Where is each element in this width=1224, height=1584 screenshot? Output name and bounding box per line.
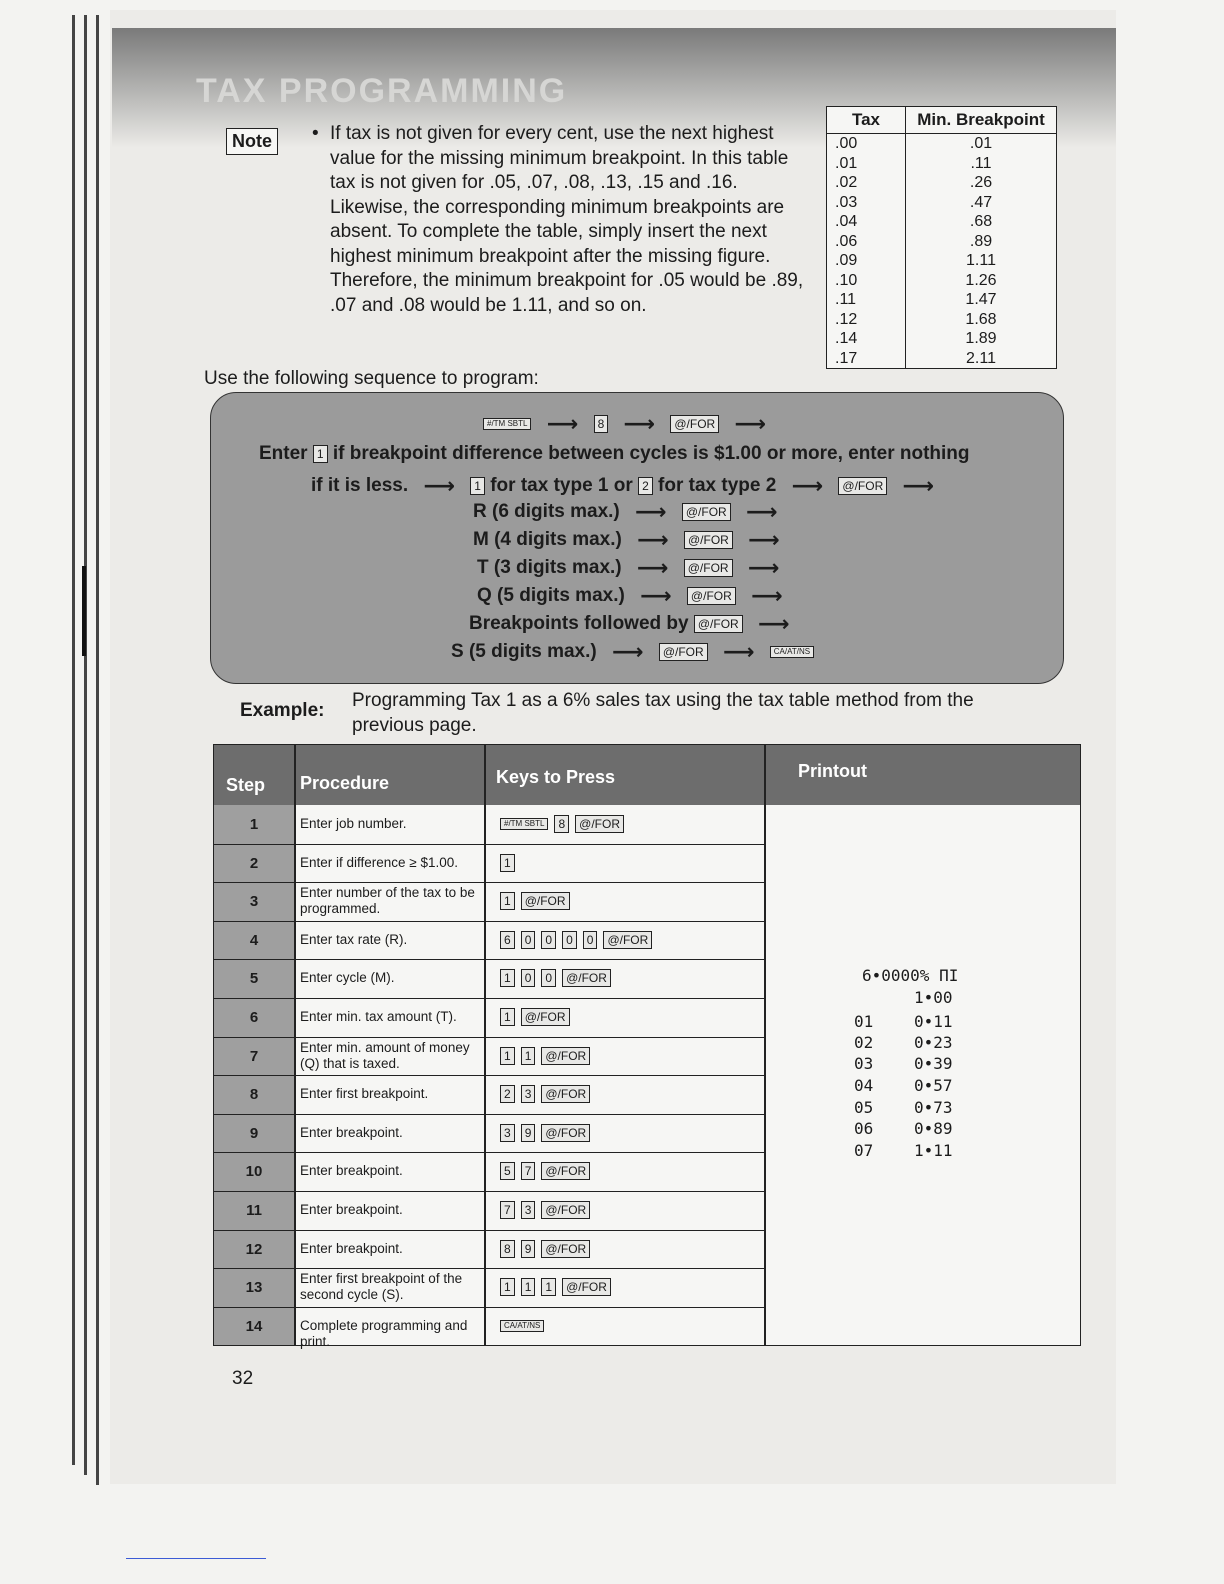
step-keys [500, 815, 630, 833]
note-text-block [312, 122, 812, 318]
tax-cell: .04 [827, 212, 906, 232]
tax-table-row [827, 271, 1057, 291]
key-cap: 2 [500, 1085, 515, 1103]
if-less-text: if it is less. [311, 475, 409, 497]
step-keys [500, 1085, 596, 1103]
sequence-line-s [451, 639, 814, 665]
tax-table-row [827, 193, 1057, 213]
tax-cell: .12 [827, 310, 906, 330]
step-procedure: Complete programming and print. [300, 1317, 468, 1349]
table-row [214, 1037, 764, 1077]
keys-header: Keys to Press [496, 767, 616, 787]
note-bullet: • [312, 123, 319, 144]
printout-step-label: 03 [854, 1054, 874, 1073]
sequence-line-2 [259, 443, 970, 465]
key-cap: 0 [521, 969, 536, 987]
tax-column-header: Tax [827, 107, 906, 134]
min-amount-q-text: Q (5 digits max.) [477, 585, 625, 607]
step-keys [500, 1201, 596, 1219]
tax-cell: .17 [827, 349, 906, 369]
printout-step-label: 07 [854, 1141, 874, 1160]
printout-value: 0•23 [914, 1033, 953, 1052]
key-at-for: @/FOR [687, 587, 736, 605]
key-cap: 3 [521, 1201, 536, 1219]
key-cap: @/FOR [521, 1008, 570, 1026]
tax-cell: .02 [827, 173, 906, 193]
step-procedure: Enter breakpoint. [300, 1124, 403, 1140]
key-cap: 1 [521, 1278, 536, 1296]
procedure-sequence-box [210, 392, 1064, 684]
use-sequence-text: Use the following sequence to program: [204, 368, 539, 389]
printout-step-label: 04 [854, 1076, 874, 1095]
printout-value: 0•73 [914, 1098, 953, 1117]
key-cap: 1 [500, 854, 515, 872]
key-cap: 1 [500, 1047, 515, 1065]
step-procedure: Enter job number. [300, 816, 407, 831]
step-number: 2 [249, 854, 259, 872]
tax-table-row [827, 154, 1057, 174]
step-keys [500, 1317, 550, 1335]
breakpoint-difference-text: if breakpoint difference between cycles is $1.00 or more, enter nothing [332, 443, 970, 464]
rate-r-text: R (6 digits max.) [473, 501, 620, 523]
key-cap: 7 [500, 1201, 515, 1219]
key-cap: @/FOR [541, 1201, 590, 1219]
cycle-m-text: M (4 digits max.) [473, 529, 622, 551]
enter-text: Enter [259, 443, 308, 464]
step-procedure: Enter tax rate (R). [300, 931, 408, 947]
step-procedure: Enter breakpoint. [300, 1240, 403, 1256]
key-cap: 8 [500, 1240, 515, 1258]
step-procedure: Enter if difference ≥ $1.00. [300, 854, 459, 870]
key-cap: 1 [500, 969, 515, 987]
procedure-header: Procedure [300, 773, 390, 793]
step-procedure: Enter cycle (M). [300, 970, 395, 986]
key-cap: 9 [521, 1124, 536, 1142]
step-number: 6 [249, 1009, 259, 1026]
arrow-icon: ⟶ [623, 411, 656, 436]
tax-table-row [827, 212, 1057, 232]
key-cap: 6 [500, 931, 515, 949]
tax-cell: .11 [827, 290, 906, 310]
step-keys [500, 1162, 596, 1180]
step-number: 1 [249, 816, 259, 833]
tax-cell: .09 [827, 251, 906, 271]
step-number: 7 [249, 1047, 259, 1065]
printout-step-label: 02 [854, 1033, 874, 1052]
step-number: 3 [249, 893, 259, 911]
arrow-icon: ⟶ [423, 473, 455, 498]
table-row [214, 844, 764, 884]
printout-step-label: 06 [854, 1119, 874, 1138]
table-row [214, 1230, 764, 1270]
key-cap: 1 [500, 1008, 515, 1026]
tax-cell: .06 [827, 232, 906, 252]
key-at-for: @/FOR [670, 415, 719, 433]
printout-value: 6•0000% ΠI [862, 966, 959, 985]
arrow-icon: ⟶ [546, 411, 579, 436]
step-number: 12 [245, 1240, 263, 1258]
step-keys [500, 969, 617, 987]
table-row [214, 998, 764, 1038]
sequence-line-1 [483, 411, 776, 437]
step-keys [500, 931, 658, 949]
table-row [214, 1152, 764, 1192]
step-keys [500, 1008, 576, 1026]
breakpoint-cell: 1.26 [906, 271, 1057, 291]
printout-value: 1•11 [914, 1141, 953, 1160]
key-cap: 1 [500, 1278, 515, 1296]
page-edge [84, 15, 87, 1475]
page-number: 32 [232, 1368, 254, 1389]
key-cap: 7 [521, 1162, 536, 1180]
key-cap: 9 [521, 1240, 536, 1258]
tax-cell: .00 [827, 134, 906, 154]
arrow-icon: ⟶ [791, 473, 824, 498]
key-cap: 1 [521, 1047, 536, 1065]
step-header: Step [226, 775, 266, 795]
breakpoint-cell: .47 [906, 193, 1057, 213]
table-row [214, 1268, 764, 1308]
breakpoint-column-header: Min. Breakpoint [906, 107, 1057, 134]
printout-value: 0•57 [914, 1076, 953, 1095]
note-paragraph: If tax is not given for every cent, use the next highest value for the missing minimum breakpoint. In this table tax is not given for .05, .07, .08, .13, .15 and .16. Likewise, the corresponding minimum breakpoints are absent. To complete the table, simply insert the next highest minimum breakpoint after the missing figure. Therefore, the minimum breakpoint for .05 would be .89, .07 and .08 would be 1.11, and so on. [330, 123, 804, 316]
key-cap: 0 [521, 931, 536, 949]
key-cap: 3 [500, 1124, 515, 1142]
key-cash: CA/AT/NS [770, 646, 814, 658]
tax-table-row [827, 232, 1057, 252]
step-number: 13 [245, 1279, 263, 1297]
sequence-line-r [473, 499, 788, 525]
tax-breakpoint-table [826, 106, 1057, 369]
printout-value: 1•00 [914, 988, 953, 1007]
key-at-for: @/FOR [694, 615, 743, 633]
key-cap: @/FOR [575, 815, 624, 833]
key-cap: 0 [541, 969, 556, 987]
key-cap: @/FOR [603, 931, 652, 949]
arrow-icon: ⟶ [611, 639, 644, 664]
key-cap: 1 [500, 892, 515, 910]
sequence-line-q [477, 583, 793, 609]
breakpoint-cell: 1.11 [906, 251, 1057, 271]
key-cap: @/FOR [541, 1047, 590, 1065]
breakpoints-text: Breakpoints followed by [469, 613, 689, 635]
breakpoint-cell: .11 [906, 154, 1057, 174]
printout-value: 0•11 [914, 1012, 953, 1031]
key-8: 8 [594, 415, 609, 433]
arrow-icon: ⟶ [734, 411, 767, 436]
tax-table-row [827, 310, 1057, 330]
key-cap: 5 [500, 1162, 515, 1180]
tax-table-row [827, 290, 1057, 310]
tax-table-row [827, 251, 1057, 271]
sequence-line-t [477, 555, 789, 581]
key-cap: @/FOR [541, 1162, 590, 1180]
key-at-for: @/FOR [838, 477, 887, 495]
binding-mark [82, 566, 86, 656]
breakpoint-cell: .68 [906, 212, 1057, 232]
breakpoint-cell: 1.89 [906, 329, 1057, 349]
step-number: 4 [249, 931, 259, 949]
step-procedure: Enter first breakpoint of the second cycle (S). [300, 1271, 463, 1303]
sequence-line-breakpoints [469, 611, 800, 637]
key-cap: @/FOR [541, 1240, 590, 1258]
table-row [214, 1075, 764, 1115]
arrow-icon: ⟶ [746, 499, 778, 524]
arrow-icon: ⟶ [748, 527, 780, 552]
tax-table-row [827, 173, 1057, 193]
arrow-icon: ⟶ [722, 639, 755, 664]
page-edge [96, 15, 99, 1485]
table-row [214, 1191, 764, 1231]
step-procedure: Enter breakpoint. [300, 1202, 403, 1217]
key-cap: CA/AT/NS [500, 1320, 544, 1332]
table-row [214, 959, 764, 999]
step-keys [500, 1047, 596, 1065]
step-keys [500, 1240, 596, 1258]
key-cap: @/FOR [541, 1085, 590, 1103]
breakpoint-cell: 1.68 [906, 310, 1057, 330]
breakpoint-cell: .26 [906, 173, 1057, 193]
key-cap: 0 [562, 931, 577, 949]
step-keys [500, 1278, 617, 1296]
column-divider [764, 745, 766, 1345]
table-row [214, 921, 764, 961]
step-number: 5 [249, 970, 259, 988]
tax-cell: .14 [827, 329, 906, 349]
second-cycle-s-text: S (5 digits max.) [451, 641, 597, 663]
step-procedure: Enter min. amount of money (Q) that is taxed. [300, 1039, 470, 1071]
breakpoint-cell: .89 [906, 232, 1057, 252]
arrow-icon: ⟶ [758, 611, 790, 636]
step-number: 9 [249, 1124, 259, 1142]
breakpoint-cell: 1.47 [906, 290, 1057, 310]
key-at-for: @/FOR [684, 531, 733, 549]
arrow-icon: ⟶ [635, 499, 667, 524]
breakpoint-cell: .01 [906, 134, 1057, 154]
sequence-line-m [473, 527, 790, 553]
tax-table-body [827, 134, 1057, 369]
step-keys [500, 1124, 596, 1142]
arrow-icon: ⟶ [751, 583, 783, 608]
table-row [214, 882, 764, 922]
min-tax-t-text: T (3 digits max.) [477, 557, 622, 579]
tax-cell: .03 [827, 193, 906, 213]
key-cap: @/FOR [562, 969, 611, 987]
key-at-for: @/FOR [684, 559, 733, 577]
key-2: 2 [638, 477, 653, 495]
tax-cell: .01 [827, 154, 906, 174]
step-number: 11 [246, 1202, 262, 1219]
step-procedure: Enter first breakpoint. [300, 1086, 429, 1102]
tax-type-1-text: for tax type 1 or [490, 475, 633, 497]
step-procedure: Enter breakpoint. [300, 1163, 403, 1179]
key-cap: 0 [583, 931, 598, 949]
arrow-icon: ⟶ [637, 527, 669, 552]
step-number: 14 [245, 1317, 263, 1335]
step-table-header [214, 745, 1080, 805]
table-row [214, 805, 764, 845]
tax-type-2-text: for tax type 2 [658, 475, 777, 497]
footer-link-underline [126, 1558, 266, 1559]
example-label: Example: [240, 700, 325, 721]
arrow-icon: ⟶ [640, 583, 672, 608]
key-cap: @/FOR [562, 1278, 611, 1296]
arrow-icon: ⟶ [747, 555, 780, 580]
step-procedure: Enter number of the tax to be programmed. [300, 885, 475, 917]
table-row [214, 1114, 764, 1154]
key-at-for: @/FOR [682, 503, 731, 521]
key-cap: 1 [541, 1278, 556, 1296]
arrow-icon: ⟶ [636, 555, 669, 580]
key-cap: #/TM SBTL [500, 818, 548, 830]
table-row [214, 1307, 764, 1347]
key-1: 1 [470, 477, 485, 495]
arrow-icon: ⟶ [902, 473, 935, 498]
step-keys [500, 854, 521, 872]
printout-header: Printout [798, 761, 867, 781]
key-at-for: @/FOR [659, 643, 708, 661]
page-edge [72, 15, 75, 1465]
printout-step-label: 05 [854, 1098, 874, 1117]
key-subtotal: #/TM SBTL [483, 418, 531, 430]
key-cap: 8 [554, 815, 569, 833]
breakpoint-cell: 2.11 [906, 349, 1057, 369]
key-cap: 3 [521, 1085, 536, 1103]
key-1: 1 [313, 445, 328, 463]
tax-cell: .10 [827, 271, 906, 291]
tax-table-row [827, 349, 1057, 369]
printout-value: 0•39 [914, 1054, 953, 1073]
step-keys [500, 892, 576, 910]
key-cap: @/FOR [521, 892, 570, 910]
printout-step-label: 01 [854, 1012, 874, 1031]
note-label: Note [226, 128, 278, 155]
sequence-line-3 [311, 473, 944, 499]
step-procedure: Enter min. tax amount (T). [300, 1009, 457, 1024]
key-cap: 0 [541, 931, 556, 949]
tax-table-row [827, 329, 1057, 349]
page-header-title: TAX PROGRAMMING [196, 72, 568, 110]
tax-table-row [827, 134, 1057, 154]
step-number: 8 [249, 1086, 259, 1104]
example-text: Programming Tax 1 as a 6% sales tax using the tax table method from the previous page. [352, 690, 974, 736]
printout-value: 0•89 [914, 1119, 953, 1138]
step-number: 10 [245, 1163, 263, 1181]
key-cap: @/FOR [541, 1124, 590, 1142]
